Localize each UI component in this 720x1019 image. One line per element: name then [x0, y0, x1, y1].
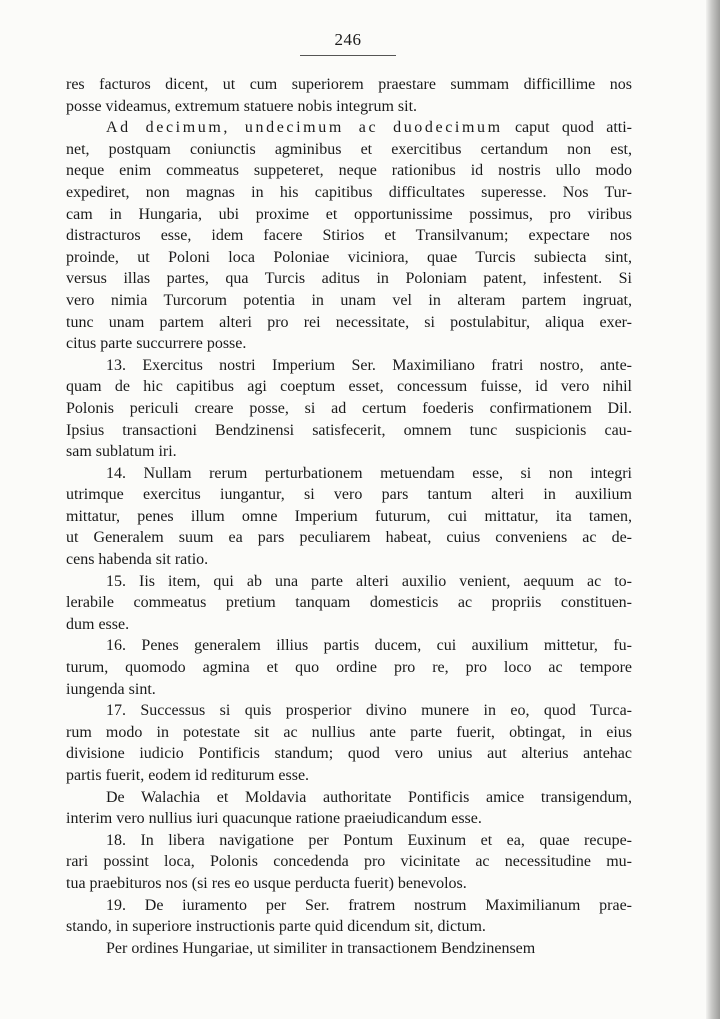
- line-text: 19. De iuramento per Ser. fratrem nostrum Maximilianum prae-: [106, 896, 632, 914]
- text-line: [66, 117, 632, 139]
- text-line: [66, 808, 632, 830]
- line-text: posse videamus, extremum statuere nobis integrum sit.: [66, 97, 418, 115]
- line-text: proinde, ut Poloni loca Poloniae viciniora, quae Turcis subiecta sint,: [66, 248, 632, 266]
- line-text: tua praebituros nos (si res eo usque perducta fuerit) benevolos.: [66, 874, 467, 892]
- line-text: net, postquam coniunctis agminibus et exercitibus certandum non est,: [66, 140, 632, 158]
- line-text: Per ordines Hungariae, ut similiter in transactionem Bendzinensem: [106, 939, 536, 957]
- spaced-heading-words: Ad decimum, undecimum ac duodecimum: [106, 119, 503, 137]
- text-line: [66, 484, 632, 506]
- line-text: utrimque exercitus iungantur, si vero pars tantum alteri in auxilium: [66, 486, 632, 504]
- paragraph: [66, 117, 632, 355]
- line-text: partis fuerit, eodem id rediturum esse.: [66, 767, 310, 784]
- text-line: [66, 830, 632, 852]
- text-line: [66, 160, 632, 182]
- line-text: caput quod atti-: [502, 119, 632, 137]
- line-text: 15. Iis item, qui ab una parte alteri auxilio venient, aequum ac to-: [106, 572, 632, 590]
- text-line: [66, 851, 632, 873]
- line-text: rari possint loca, Polonis concedenda pro vicinitate ac necessitudine mu-: [66, 853, 632, 871]
- line-text: cens habenda sit ratio.: [66, 551, 209, 569]
- paragraph: [66, 571, 632, 636]
- line-text: citus parte succurrere posse.: [66, 335, 247, 353]
- line-text: versus illas partes, qua Turcis aditus in Poloniam patent, infestent. Si: [66, 270, 632, 288]
- line-text: De Walachia et Moldavia authoritate Pontificis amice transigendum,: [106, 788, 632, 806]
- text-line: [66, 549, 632, 571]
- text-line: [66, 743, 632, 765]
- line-text: distracturos esse, idem facere Stirios et Transilvanum; expectare nos: [66, 227, 632, 245]
- page-edge-shadow: [706, 0, 720, 1019]
- text-line: [66, 441, 632, 463]
- text-line: [66, 700, 632, 722]
- line-text: interim vero nullius iuri quacunque ratione praeiudicandum esse.: [66, 810, 482, 828]
- text-line: [66, 895, 632, 917]
- text-line: [66, 225, 632, 247]
- line-text: dum esse.: [66, 615, 130, 633]
- text-line: [66, 506, 632, 528]
- text-line: [66, 247, 632, 269]
- text-line: [66, 355, 632, 377]
- text-line: [66, 182, 632, 204]
- line-text: 18. In libera navigatione per Pontum Euxinum et ea, quae recupe-: [106, 831, 632, 849]
- page-number-rule: [300, 55, 396, 56]
- line-text: sam sublatum iri.: [66, 443, 177, 461]
- line-text: vero nimia Turcorum potentia in unam vel in alteram partem ingruat,: [66, 291, 632, 309]
- line-text: divisione iudicio Pontificis standum; quod vero unius aut alterius antehac: [66, 745, 632, 763]
- paragraph: [66, 895, 632, 938]
- line-text: Ipsius transactioni Bendzinensi satisfecerit, omnem tunc suspicionis cau-: [66, 421, 632, 439]
- text-line: [66, 204, 632, 226]
- line-text: lerabile commeatus pretium tanquam domesticis ac propriis constituen-: [66, 594, 632, 612]
- text-line: [66, 527, 632, 549]
- paragraph: [66, 830, 632, 895]
- line-text: 14. Nullam rerum perturbationem metuendam esse, si non integri: [106, 464, 632, 482]
- text-line: [66, 398, 632, 420]
- text-line: [66, 333, 632, 355]
- text-line: [66, 420, 632, 442]
- text-line: [66, 268, 632, 290]
- line-text: turum, quomodo agmina et quo ordine pro re, pro loco ac tempore: [66, 659, 632, 677]
- text-line: [66, 463, 632, 485]
- line-text: iungenda sint.: [66, 680, 156, 698]
- line-text: mittatur, penes illum omne Imperium futurum, cui mittatur, ita tamen,: [66, 507, 632, 525]
- paragraph: [66, 463, 632, 571]
- paragraph: [66, 700, 632, 786]
- text-line: [66, 376, 632, 398]
- text-line: [66, 787, 632, 809]
- text-line: [66, 571, 632, 593]
- paragraph: [66, 74, 632, 117]
- line-text: 13. Exercitus nostri Imperium Ser. Maximiliano fratri nostro, ante-: [106, 356, 632, 374]
- text-line: [66, 74, 632, 96]
- text-line: [66, 722, 632, 744]
- line-text: 17. Successus si quis prosperior divino munere in eo, quod Turca-: [106, 702, 632, 720]
- text-line: [66, 873, 632, 895]
- line-text: rum modo in potestate sit ac nullius ante parte fuerit, obtingat, in eius: [66, 723, 632, 741]
- line-text: Polonis periculi creare posse, si ad certum foederis confirmationem Dil.: [66, 399, 632, 417]
- page-number: 246: [334, 30, 362, 49]
- text-line: [66, 635, 632, 657]
- line-text: cam in Hungaria, ubi proxime et opportunissime possimus, pro viribus: [66, 205, 632, 223]
- text-line: [66, 916, 632, 938]
- paragraph: [66, 787, 632, 830]
- text-line: [66, 290, 632, 312]
- line-text: ut Generalem suum ea pars peculiarem habeat, cuius conveniens ac de-: [66, 529, 632, 547]
- line-text: tunc unam partem alteri pro rei necessitate, si postulabitur, aliqua exer-: [66, 313, 632, 331]
- line-text: quam de hic capitibus agi coeptum esset, concessum fuisse, id vero nihil: [66, 378, 632, 396]
- text-line: [66, 592, 632, 614]
- paragraph: [66, 938, 632, 960]
- text-line: [66, 614, 632, 636]
- text-line: [66, 96, 632, 118]
- text-line: [66, 765, 632, 787]
- paragraph: [66, 355, 632, 463]
- text-line: [66, 312, 632, 334]
- text-line: [66, 938, 632, 960]
- line-text: expediret, non magnas in his capitibus difficultates superesse. Nos Tur-: [66, 183, 632, 201]
- paragraph: [66, 635, 632, 700]
- text-line: [66, 657, 632, 679]
- text-line: [66, 679, 632, 701]
- line-text: 16. Penes generalem illius partis ducem, cui auxilium mittetur, fu-: [106, 637, 632, 655]
- line-text: res facturos dicent, ut cum superiorem praestare summam difficillime nos: [66, 76, 632, 93]
- line-text: neque enim commeatus suppeteret, neque rationibus id nostris ullo modo: [66, 162, 632, 180]
- line-text: stando, in superiore instructionis parte quid dicendum sit, dictum.: [66, 918, 486, 936]
- text-body: [66, 74, 632, 959]
- text-line: [66, 139, 632, 161]
